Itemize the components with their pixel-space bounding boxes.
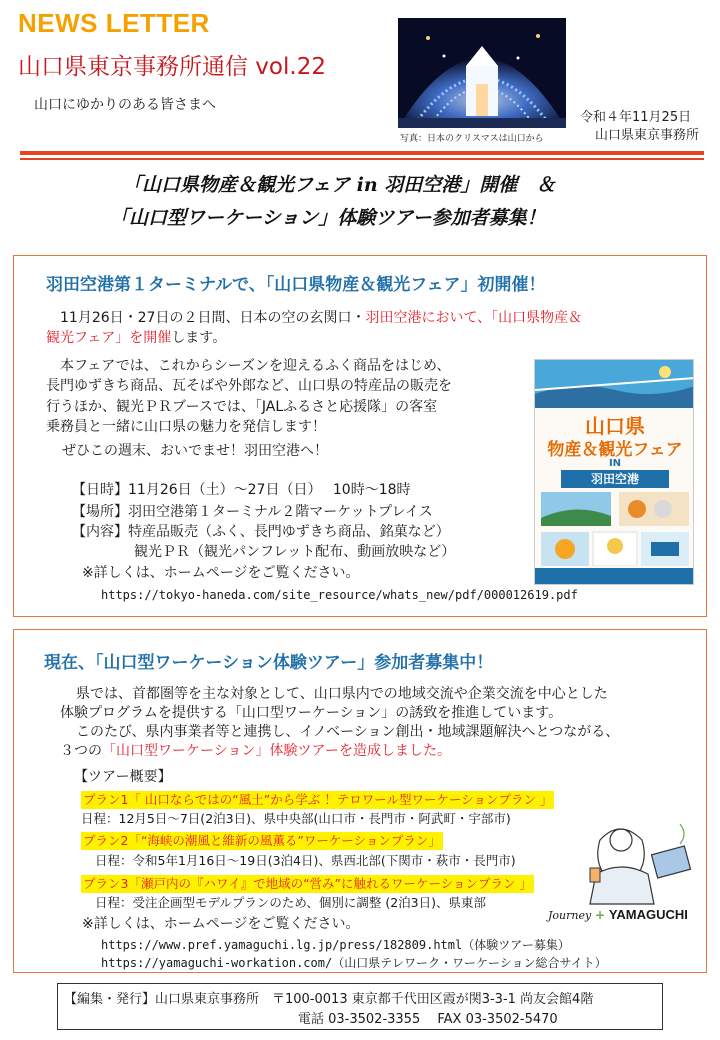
photo-caption: 写真：日本のクリスマスは山口から xyxy=(400,134,544,144)
fair-heading: 羽田空港第１ターミナルで、「山口県物産＆観光フェア」初開催！ xyxy=(46,275,546,295)
poster-place: 羽田空港 xyxy=(561,470,669,488)
tour-note: ※詳しくは、ホームページをご覧ください。 xyxy=(82,916,360,932)
poster-footer-band xyxy=(535,568,694,585)
fair-content: 【内容】特産品販売（ふく、長門ゆずきち商品、銘菓など） xyxy=(72,524,450,540)
issue-date: 令和４年11月25日 xyxy=(580,110,692,125)
fair-poster xyxy=(534,359,694,585)
issuer-name: 山口県東京事務所 xyxy=(595,128,700,143)
journey-yamaguchi-logo: Journey + YAMAGUCHI xyxy=(548,907,688,922)
header-divider-thin xyxy=(20,158,704,160)
fair-link[interactable]: https://tokyo-haneda.com/site_resource/whats_new/pdf/000012619.pdf xyxy=(101,588,578,602)
plan-3-schedule: 日程：受注企画型モデルプランのため、個別に調整 (2泊3日)、県東部 xyxy=(95,895,487,910)
tour-overview-label: 【ツアー概要】 xyxy=(74,769,172,785)
greeting: 山口にゆかりのある皆さまへ xyxy=(34,97,216,113)
headline-line-1: 「山口県物産＆観光フェア in 羽田空港」開催 ＆ xyxy=(123,174,556,196)
newsletter-title: NEWS LETTER xyxy=(18,8,210,38)
publisher-address: 【編集・発行】山口県東京事務所 〒100-0013 東京都千代田区霞が関3-3-1 尚友会館4階 xyxy=(64,992,594,1007)
publisher-contact: 電話 03-3502-3355 FAX 03-3502-5470 xyxy=(298,1012,558,1027)
plan-1-title: プラン1「 山口ならではの“風土”から学ぶ ！テロワール型ワーケーションプラン 」 xyxy=(83,792,553,807)
tour-body-line: ３つの「山口型ワーケーション」体験ツアーを造成しました。 xyxy=(60,743,452,759)
tour-heading: 現在、「山口型ワーケーション体験ツアー」参加者募集中！ xyxy=(44,653,494,673)
fair-intro-line-1: 11月26日・27日の２日間、日本の空の玄関口・羽田空港において、「山口県物産＆ xyxy=(60,310,583,326)
fair-content-pr: 観光ＰＲ（観光パンフレット配布、動画放映など） xyxy=(134,544,456,560)
tour-body-line: このたび、県内事業者等と連携し、イノベーション創出・地域課題解決へとつながる、 xyxy=(76,724,620,740)
fair-body-line: 本フェアでは、これからシーズンを迎えるふく商品をはじめ、 xyxy=(60,358,451,374)
fair-body-line: 乗務員と一緒に山口県の魅力を発信します！ xyxy=(46,419,326,435)
plan-3-title: プラン3「瀬戸内の『ハワイ』で地域の“営み”に触れるワーケーションプラン 」 xyxy=(83,876,533,891)
plan-2-schedule: 日程：令和5年1月16日～19日(3泊4日)、県西北部(下関市・萩市・長門市) xyxy=(95,853,516,868)
fair-body-line: 行うほか、観光ＰＲブースでは、「JALふるさと応援隊」の客室 xyxy=(46,399,438,415)
newsletter-subtitle: 山口県東京事務所通信 vol.22 xyxy=(18,54,326,80)
tour-link-press[interactable]: https://www.pref.yamaguchi.lg.jp/press/182809.html（体験ツアー募集） xyxy=(101,938,570,952)
poster-in: IN xyxy=(608,458,622,469)
headline-line-2: 「山口型ワーケーション」体験ツアー参加者募集！ xyxy=(110,207,546,229)
fair-note: ※詳しくは、ホームページをご覧ください。 xyxy=(82,565,360,581)
fair-date: 【日時】11月26日（土）～27日（日） 10時～18時 xyxy=(72,482,411,498)
fair-place: 【場所】羽田空港第１ターミナル２階マーケットプレイス xyxy=(72,504,433,520)
tour-body-line: 体験プログラムを提供する「山口型ワーケーション」の誘致を推進しています。 xyxy=(60,705,563,721)
fair-intro-line-2: 観光フェア」を開催します。 xyxy=(46,330,227,346)
poster-subtitle: 物産＆観光フェア xyxy=(547,440,683,460)
header-divider xyxy=(20,151,704,155)
tour-body-line: 県では、首都圏等を主な対象として、山口県内での地域交流や企業交流を中心とした xyxy=(76,686,608,702)
poster-photo-band xyxy=(535,360,694,408)
workation-illustration xyxy=(560,810,700,906)
fair-invitation: ぜひこの週末、おいでませ！羽田空港へ！ xyxy=(62,443,328,459)
poster-images xyxy=(541,492,689,566)
tour-link-workation[interactable]: https://yamaguchi-workation.com/（山口県テレワーク・ワーケーション総合サイト） xyxy=(101,956,607,970)
plan-1-schedule: 日程：12月5日～7日(2泊3日)、県中央部(山口市・長門市・阿武町・宇部市) xyxy=(81,811,511,826)
christmas-illumination-photo xyxy=(398,18,566,128)
poster-title: 山口県 xyxy=(585,414,645,438)
fair-body-line: 長門ゆずきち商品、瓦そばや外郎など、山口県の特産品の販売を xyxy=(46,378,452,394)
plan-2-title: プラン2「“海峡の潮風と維新の風薫る”ワーケーションプラン」 xyxy=(83,833,441,848)
